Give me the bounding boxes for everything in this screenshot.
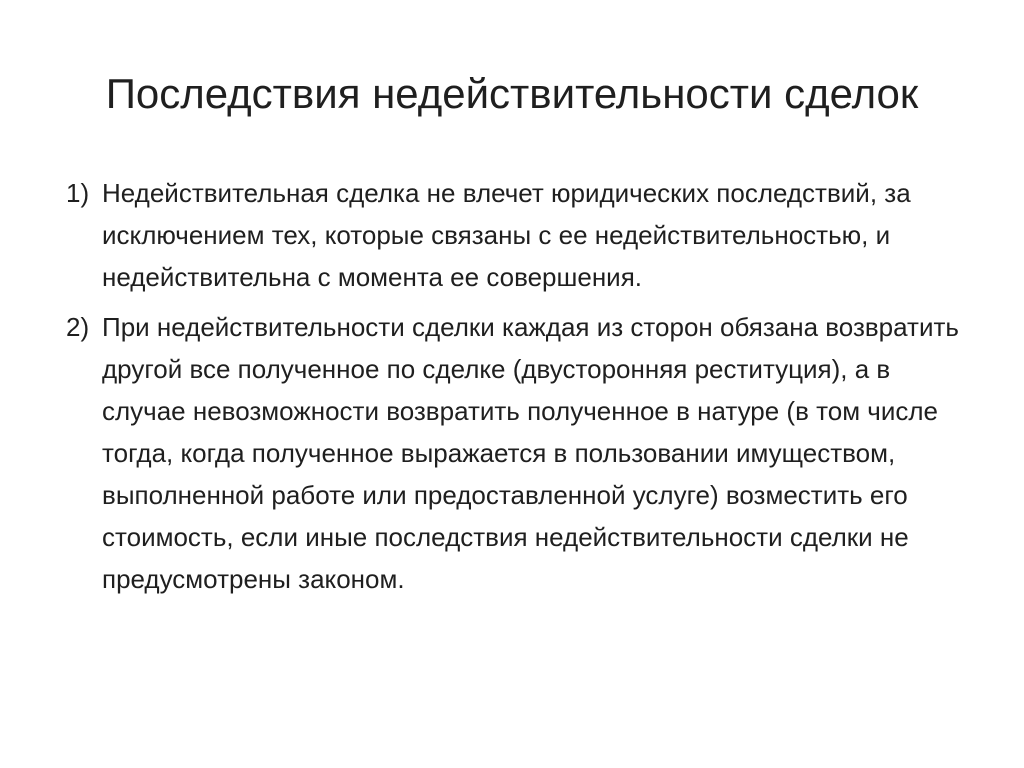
slide-title: Последствия недействительности сделок [105, 70, 919, 117]
list-item [66, 306, 966, 600]
list-item-text: Недействительная сделка не влечет юридических последствий, за исключением тех, которые связаны с ее недействительностью, и недействительна с момента ее совершения. [102, 178, 911, 292]
list-item-text: При недействительности сделки каждая из сторон обязана возвратить другой все полученное по сделке (двусторонняя реституция), а в случае невозможности возвратить полученное в натуре (в том числе тогда, когда полученное выражается в пользовании имуществом, выполненной работе или предоставленной услуге) возместить его стоимость, если иные последствия недействительности сделки не предусмотрены законом. [102, 312, 959, 594]
list-item-number: 1) [66, 178, 90, 208]
list-item [66, 172, 966, 298]
list-item-number: 2) [66, 312, 90, 342]
numbered-list [66, 172, 966, 608]
